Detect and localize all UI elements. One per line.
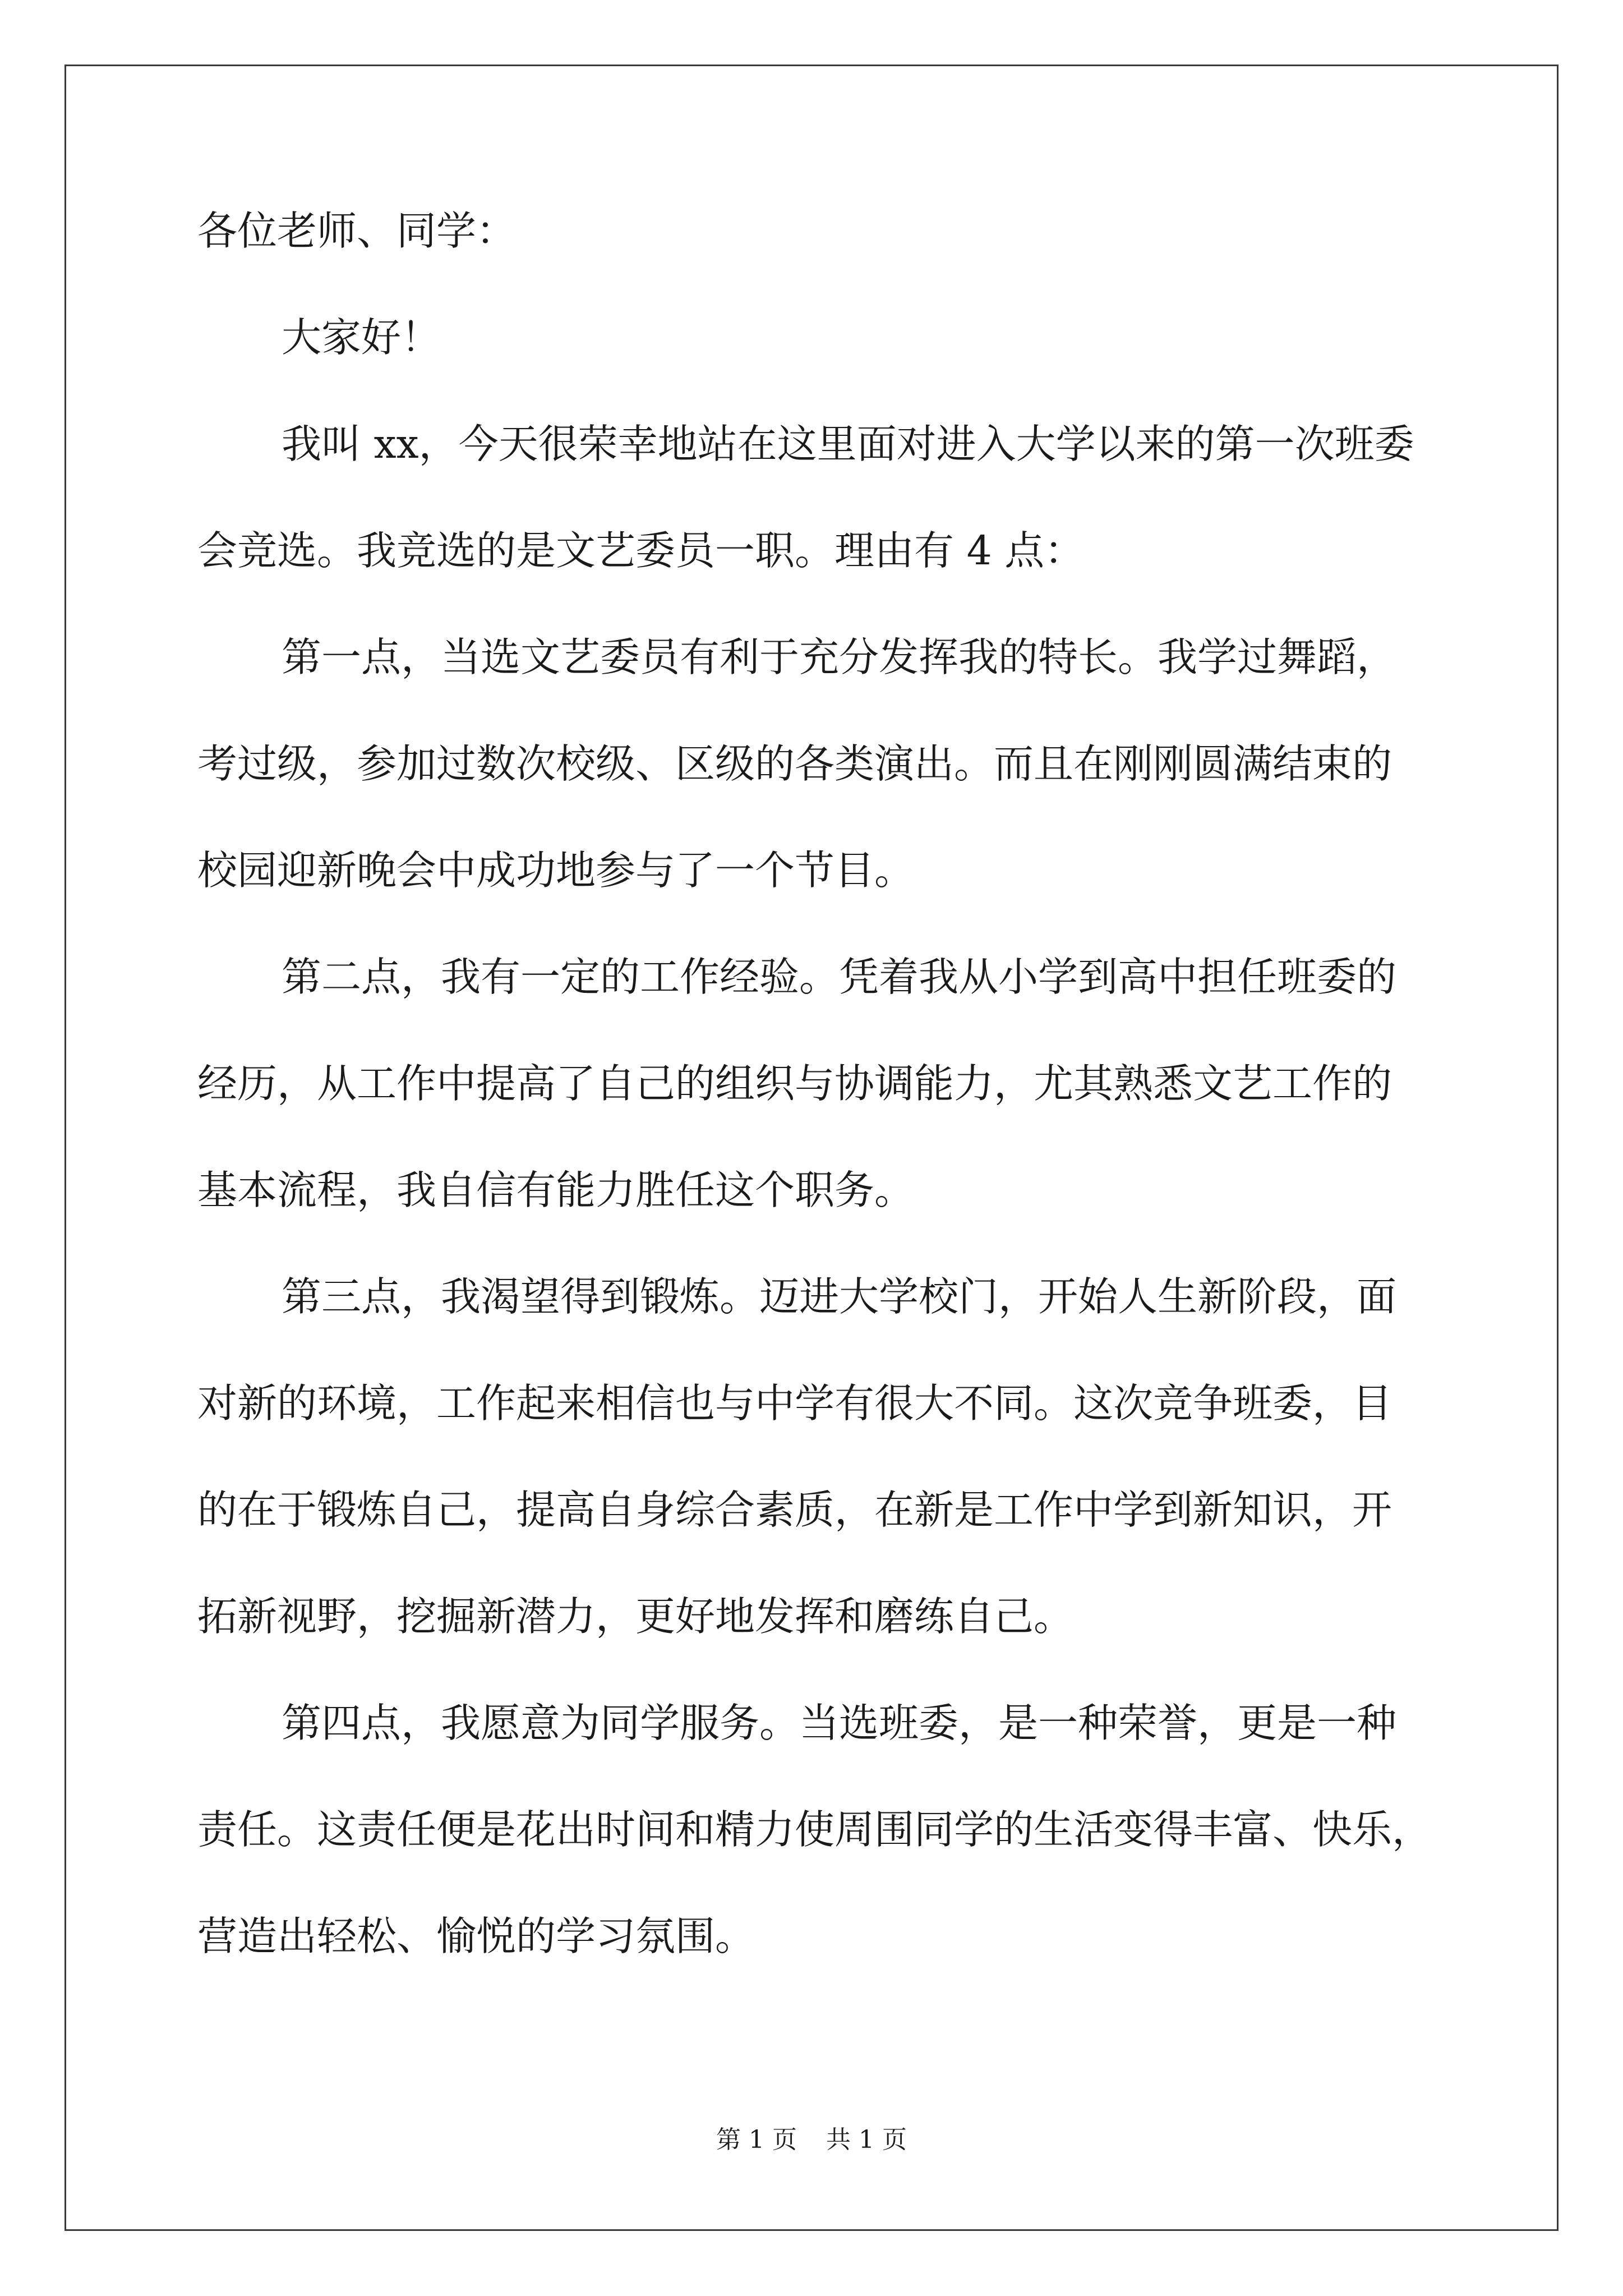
body-line-3: 第一点，当选文艺委员有利于充分发挥我的特长。我学过舞蹈， xyxy=(282,634,1397,680)
body-line-14: 责任。这责任便是花出时间和精力使周围同学的生活变得丰富、快乐， xyxy=(197,1806,1432,1853)
body-line-7: 经历，从工作中提高了自己的组织与协调能力，尤其熟悉文艺工作的 xyxy=(197,1060,1393,1107)
body-line-12: 拓新视野，挖掘新潜力，更好地发挥和磨练自己。 xyxy=(197,1593,1074,1640)
body-line-10: 对新的环境，工作起来相信也与中学有很大不同。这次竞争班委，目 xyxy=(197,1380,1393,1427)
page-total: 共 1 页 xyxy=(826,2125,907,2154)
page-number: 第 1 页 xyxy=(716,2125,797,2154)
salutation: 各位老师、同学： xyxy=(197,208,517,254)
body-line-1: 我叫 xx，今天很荣幸地站在这里面对进入大学以来的第一次班委 xyxy=(282,421,1414,467)
body-line-2: 会竞选。我竞选的是文艺委员一职。理由有 4 点： xyxy=(197,527,1085,574)
greeting-line: 大家好！ xyxy=(282,314,441,361)
body-line-4: 考过级，参加过数次校级、区级的各类演出。而且在刚刚圆满结束的 xyxy=(197,740,1393,787)
body-line-5: 校园迎新晚会中成功地参与了一个节目。 xyxy=(197,847,915,894)
body-line-15: 营造出轻松、愉悦的学习氛围。 xyxy=(197,1913,755,1959)
page-footer xyxy=(0,2123,1623,2157)
body-line-8: 基本流程，我自信有能力胜任这个职务。 xyxy=(197,1167,915,1213)
body-line-13: 第四点，我愿意为同学服务。当选班委，是一种荣誉，更是一种 xyxy=(282,1700,1397,1746)
body-line-6: 第二点，我有一定的工作经验。凭着我从小学到高中担任班委的 xyxy=(282,954,1397,1000)
body-line-11: 的在于锻炼自己，提高自身综合素质，在新是工作中学到新知识，开 xyxy=(197,1487,1393,1533)
body-line-9: 第三点，我渴望得到锻炼。迈进大学校门，开始人生新阶段，面 xyxy=(282,1273,1397,1320)
page-border xyxy=(64,65,1559,2231)
